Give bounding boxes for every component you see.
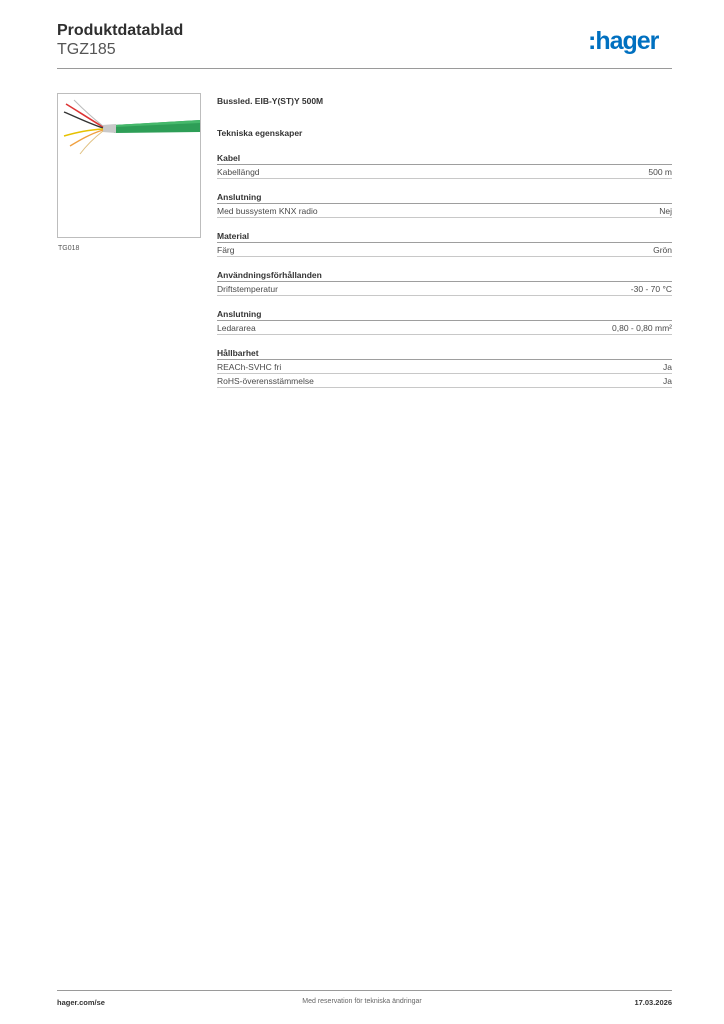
spec-row	[217, 321, 672, 335]
spec-row	[217, 282, 672, 296]
image-caption: TG018	[58, 245, 80, 252]
spec-label: Med bussystem KNX radio	[217, 206, 318, 216]
footer-website: hager.com/se	[57, 998, 105, 1007]
spec-value: Ja	[663, 362, 672, 372]
section-title: Anslutning	[217, 308, 672, 321]
spec-section	[217, 269, 672, 296]
spec-section	[217, 230, 672, 257]
spec-row	[217, 374, 672, 388]
spec-label: RoHS-överensstämmelse	[217, 376, 314, 386]
spec-value: 500 m	[648, 167, 672, 177]
footer-disclaimer: Med reservation för tekniska ändringar	[302, 998, 422, 1005]
spec-label: Färg	[217, 245, 235, 255]
section-title: Material	[217, 230, 672, 243]
product-image	[57, 93, 201, 238]
page-header	[57, 22, 672, 68]
spec-row	[217, 243, 672, 257]
spec-row	[217, 204, 672, 218]
header-divider	[57, 68, 672, 69]
spec-label: Kabellängd	[217, 167, 260, 177]
spec-value: Ja	[663, 376, 672, 386]
footer-date: 17.03.2026	[634, 998, 672, 1007]
spec-label: REACh-SVHC fri	[217, 362, 282, 372]
product-code: TGZ185	[57, 41, 116, 58]
hager-logo	[588, 27, 672, 55]
spec-row	[217, 360, 672, 374]
spec-row	[217, 165, 672, 179]
spec-value: Grön	[653, 245, 672, 255]
product-details	[217, 96, 672, 388]
spec-section	[217, 308, 672, 335]
cable-illustration	[58, 94, 202, 239]
product-name: Bussled. EIB-Y(ST)Y 500M	[217, 96, 324, 106]
spec-label: Ledararea	[217, 323, 256, 333]
spec-value: -30 - 70 °C	[630, 284, 672, 294]
spec-label: Driftstemperatur	[217, 284, 278, 294]
spec-section	[217, 191, 672, 218]
spec-value: 0,80 - 0,80 mm²	[612, 323, 672, 333]
section-title: Anslutning	[217, 191, 672, 204]
section-title: Användningsförhållanden	[217, 269, 672, 282]
svg-text::hager: :hager	[588, 27, 659, 55]
technical-properties-heading: Tekniska egenskaper	[217, 128, 303, 138]
spec-section	[217, 152, 672, 179]
footer-divider	[57, 990, 672, 991]
document-title: Produktdatablad	[57, 22, 184, 39]
spec-value: Nej	[659, 206, 672, 216]
section-title: Kabel	[217, 152, 672, 165]
spec-section	[217, 347, 672, 388]
section-title: Hållbarhet	[217, 347, 672, 360]
